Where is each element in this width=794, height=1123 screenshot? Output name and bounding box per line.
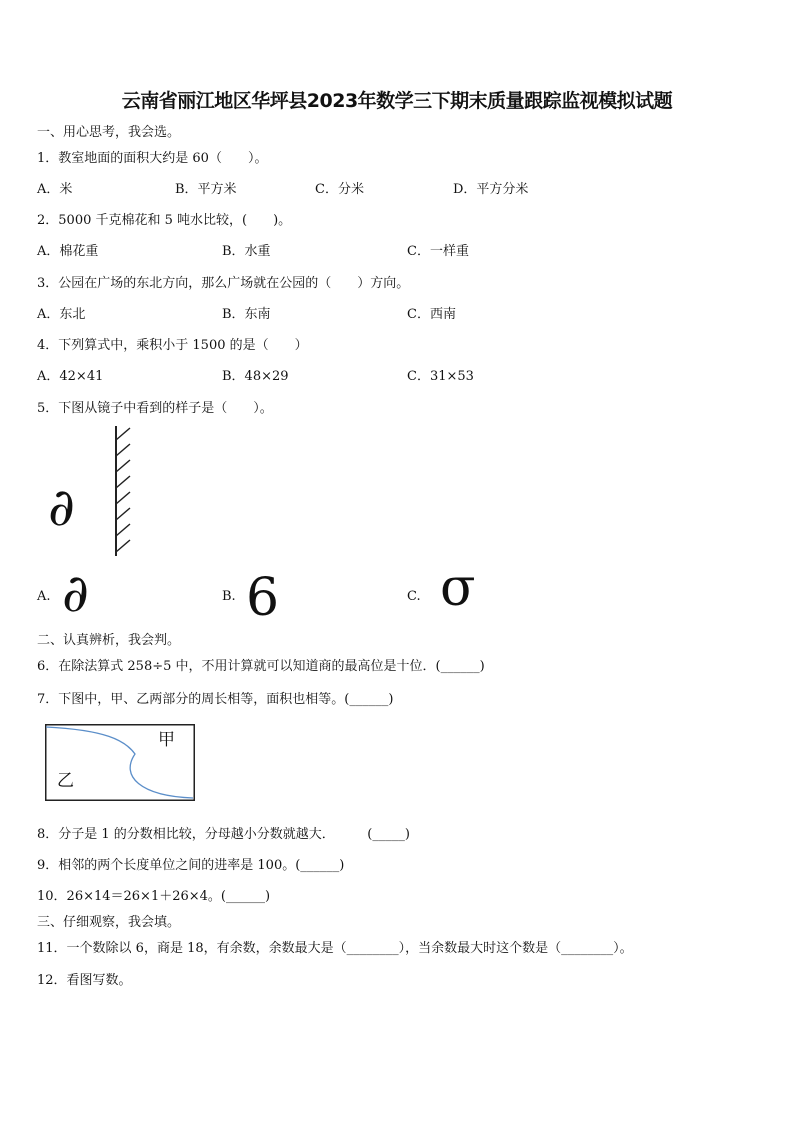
q4-option-c[interactable]: C．31×53	[407, 369, 474, 384]
question-2: 2．5000 千克棉花和 5 吨水比较，( )。	[37, 213, 292, 228]
q1-option-b[interactable]: B．平方米	[175, 182, 237, 197]
q1-option-d[interactable]: D．平方分米	[453, 182, 529, 197]
question-10: 10．26×14＝26×1＋26×4。(______)	[37, 889, 271, 904]
q3-option-a[interactable]: A．东北	[37, 307, 86, 322]
section-heading-1: 一、用心思考，我会选。	[37, 125, 181, 140]
question-9: 9．相邻的两个长度单位之间的进率是 100。(______)	[37, 858, 345, 873]
question-11: 11．一个数除以 6，商是 18，有余数，余数最大是（________），当余数最大时这个数是（________）。	[37, 941, 633, 956]
q5-option-b-label[interactable]: B.	[222, 589, 236, 604]
q5-option-c-label[interactable]: C.	[407, 589, 421, 604]
page-title: 云南省丽江地区华坪县2023年数学三下期末质量跟踪监视模拟试题	[121, 90, 673, 112]
question-6: 6．在除法算式 258÷5 中，不用计算就可以知道商的最高位是十位．(______)	[37, 659, 485, 674]
q1-option-a[interactable]: A．米	[37, 182, 73, 197]
q5-option-a-label[interactable]: A.	[37, 589, 51, 604]
q5-option-a-glyph[interactable]: ∂	[62, 564, 89, 624]
q2-option-c[interactable]: C．一样重	[407, 244, 469, 259]
question-8: 8．分子是 1 的分数相比较，分母越小分数就越大． (_____)	[37, 827, 410, 842]
q3-option-c[interactable]: C．西南	[407, 307, 456, 322]
q7-label-yi: 乙	[57, 771, 74, 791]
q2-option-a[interactable]: A．棉花重	[37, 244, 99, 259]
q4-option-b[interactable]: B．48×29	[222, 369, 289, 384]
q5-option-c-glyph[interactable]: σ	[440, 558, 476, 618]
q7-label-jia: 甲	[158, 730, 175, 750]
q5-figure-glyph: ∂	[48, 478, 75, 538]
section-heading-3: 三、仔细观察，我会填。	[37, 915, 181, 930]
question-12: 12．看图写数。	[37, 973, 132, 988]
q3-option-b[interactable]: B．东南	[222, 307, 271, 322]
q4-option-a[interactable]: A．42×41	[37, 369, 104, 384]
mirror-icon	[110, 426, 134, 556]
question-1: 1．教室地面的面积大约是 60（ ）。	[37, 151, 268, 166]
section-heading-2: 二、认真辨析，我会判。	[37, 633, 181, 648]
q2-option-b[interactable]: B．水重	[222, 244, 271, 259]
question-5: 5．下图从镜子中看到的样子是（ ）。	[37, 401, 273, 416]
question-3: 3．公园在广场的东北方向，那么广场就在公园的（ ）方向。	[37, 276, 410, 291]
q1-option-c[interactable]: C．分米	[315, 182, 364, 197]
question-7: 7．下图中，甲、乙两部分的周长相等，面积也相等。(______)	[37, 692, 394, 707]
question-4: 4．下列算式中，乘积小于 1500 的是（ ）	[37, 338, 308, 353]
q5-option-b-glyph[interactable]: 6	[246, 568, 280, 628]
